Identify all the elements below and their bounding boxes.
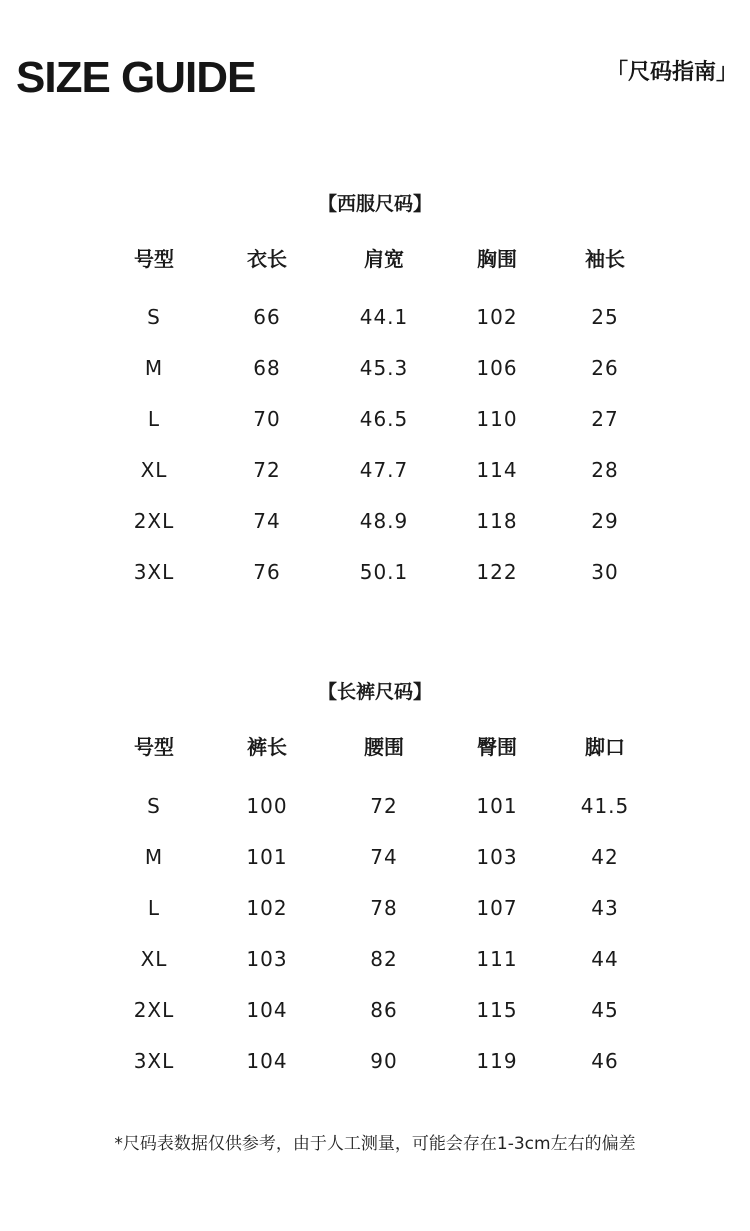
measurement-value: 103 <box>476 845 518 869</box>
measurement-value: 104 <box>246 998 288 1022</box>
measurement-value: 27 <box>591 407 619 431</box>
measurement-value: 78 <box>370 896 398 920</box>
suit-size-title: 【西服尺码】 <box>317 193 432 215</box>
measurement-value: 103 <box>246 947 288 971</box>
measurement-value: 29 <box>591 509 619 533</box>
measurement-value: 43 <box>591 896 619 920</box>
measurement-value: 74 <box>253 509 281 533</box>
measurement-value: 44 <box>591 947 619 971</box>
column-header: 胸围 <box>477 247 517 271</box>
measurement-value: 115 <box>476 998 518 1022</box>
pants-size-title: 【长裤尺码】 <box>317 681 432 703</box>
column-header: 裤长 <box>247 735 287 759</box>
column-header: 腰围 <box>364 735 404 759</box>
measurement-footnote: *尺码表数据仅供参考，由于人工测量，可能会存在1-3cm左右的偏差 <box>114 1134 636 1154</box>
measurement-value: 70 <box>253 407 281 431</box>
size-label: XL <box>140 458 168 482</box>
measurement-value: 86 <box>370 998 398 1022</box>
measurement-value: 110 <box>476 407 518 431</box>
measurement-value: 66 <box>253 305 281 329</box>
measurement-value: 68 <box>253 356 281 380</box>
size-label: 2XL <box>133 998 175 1022</box>
measurement-value: 25 <box>591 305 619 329</box>
measurement-value: 44.1 <box>359 305 409 329</box>
column-header: 臀围 <box>477 735 517 759</box>
size-label: M <box>144 356 164 380</box>
measurement-value: 48.9 <box>359 509 409 533</box>
size-label: M <box>144 845 164 869</box>
measurement-value: 104 <box>246 1049 288 1073</box>
column-header: 肩宽 <box>364 247 404 271</box>
column-header: 脚口 <box>585 735 625 759</box>
column-header: 衣长 <box>247 247 287 271</box>
size-label: 2XL <box>133 509 175 533</box>
page-title: SIZE GUIDE <box>16 53 256 102</box>
measurement-value: 118 <box>476 509 518 533</box>
column-header: 号型 <box>134 247 174 271</box>
size-label: S <box>147 794 161 818</box>
measurement-value: 101 <box>246 845 288 869</box>
size-label: 3XL <box>133 1049 175 1073</box>
measurement-value: 107 <box>476 896 518 920</box>
column-header: 袖长 <box>585 247 625 271</box>
measurement-value: 100 <box>246 794 288 818</box>
measurement-value: 28 <box>591 458 619 482</box>
size-label: XL <box>140 947 168 971</box>
measurement-value: 46.5 <box>359 407 409 431</box>
measurement-value: 76 <box>253 560 281 584</box>
measurement-value: 106 <box>476 356 518 380</box>
size-label: L <box>147 896 161 920</box>
size-label: L <box>147 407 161 431</box>
measurement-value: 102 <box>476 305 518 329</box>
measurement-value: 42 <box>591 845 619 869</box>
measurement-value: 26 <box>591 356 619 380</box>
measurement-value: 90 <box>370 1049 398 1073</box>
measurement-value: 72 <box>253 458 281 482</box>
size-label: S <box>147 305 161 329</box>
measurement-value: 119 <box>476 1049 518 1073</box>
measurement-value: 30 <box>591 560 619 584</box>
measurement-value: 101 <box>476 794 518 818</box>
measurement-value: 41.5 <box>580 794 630 818</box>
measurement-value: 82 <box>370 947 398 971</box>
measurement-value: 45 <box>591 998 619 1022</box>
measurement-value: 50.1 <box>359 560 409 584</box>
measurement-value: 102 <box>246 896 288 920</box>
measurement-value: 72 <box>370 794 398 818</box>
measurement-value: 122 <box>476 560 518 584</box>
measurement-value: 74 <box>370 845 398 869</box>
measurement-value: 46 <box>591 1049 619 1073</box>
size-label: 3XL <box>133 560 175 584</box>
measurement-value: 111 <box>476 947 518 971</box>
measurement-value: 47.7 <box>359 458 409 482</box>
measurement-value: 45.3 <box>359 356 409 380</box>
column-header: 号型 <box>134 735 174 759</box>
measurement-value: 114 <box>476 458 518 482</box>
page-subtitle: 「尺码指南」 <box>605 60 738 85</box>
